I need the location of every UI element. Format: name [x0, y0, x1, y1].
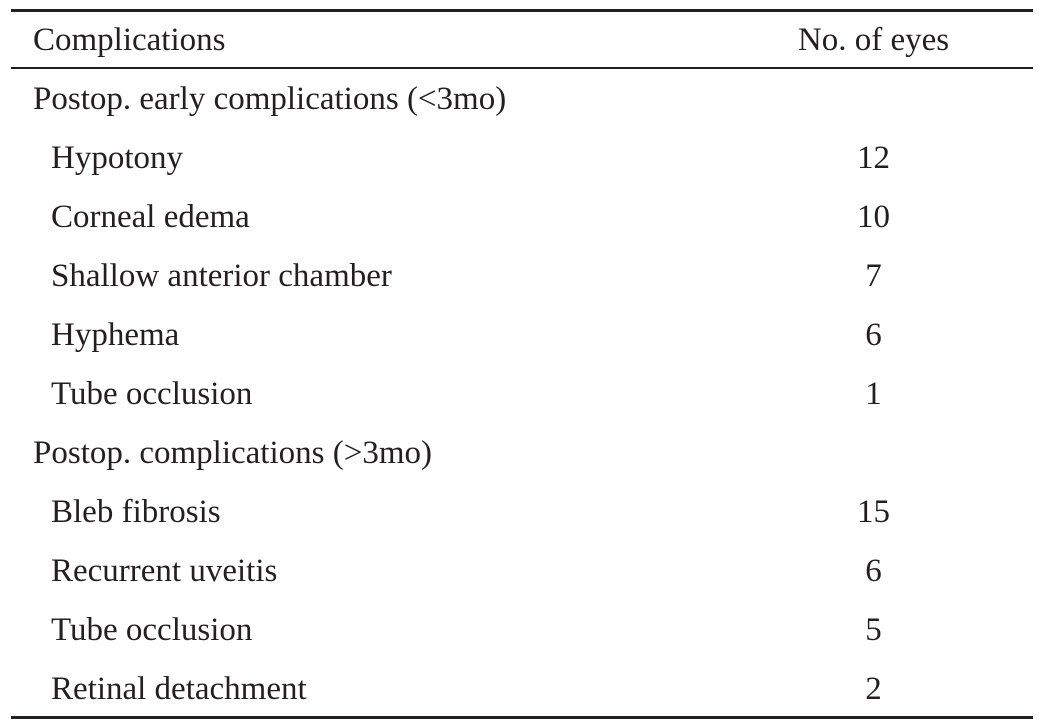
row-label: Retinal detachment: [51, 671, 307, 707]
header-complications: Complications: [33, 22, 226, 58]
row-value: 1: [865, 376, 882, 412]
row-value: 7: [865, 258, 882, 294]
row-value: 10: [857, 199, 890, 235]
table-row: [11, 483, 1033, 542]
table-row: [11, 247, 1033, 306]
table-row: [11, 306, 1033, 365]
table-row: [11, 601, 1033, 660]
row-label: Tube occlusion: [51, 376, 253, 412]
header-rule: [11, 67, 1033, 69]
group-title: Postop. complications (>3mo): [33, 435, 432, 471]
row-value: 6: [865, 553, 882, 589]
row-value: 2: [865, 671, 882, 707]
row-value: 15: [857, 494, 890, 530]
row-label: Hypotony: [51, 140, 183, 176]
table-row: [11, 660, 1033, 719]
table-header-row: [11, 11, 1033, 70]
row-label: Shallow anterior chamber: [51, 258, 392, 294]
row-label: Tube occlusion: [51, 612, 253, 648]
header-no-of-eyes: No. of eyes: [797, 22, 950, 58]
table-row: [11, 188, 1033, 247]
row-value: 5: [865, 612, 882, 648]
row-value: 12: [857, 140, 890, 176]
table-row: [11, 542, 1033, 601]
table-row: [11, 129, 1033, 188]
row-label: Corneal edema: [51, 199, 250, 235]
row-label: Bleb fibrosis: [51, 494, 221, 530]
group-title-row: [11, 424, 1033, 483]
group-title: Postop. early complications (<3mo): [33, 81, 507, 117]
table-row: [11, 365, 1033, 424]
bottom-rule: [11, 716, 1033, 719]
complications-table: [11, 0, 1033, 727]
row-value: 6: [865, 317, 882, 353]
group-title-row: [11, 70, 1033, 129]
row-label: Recurrent uveitis: [51, 553, 278, 589]
row-label: Hyphema: [51, 317, 180, 353]
